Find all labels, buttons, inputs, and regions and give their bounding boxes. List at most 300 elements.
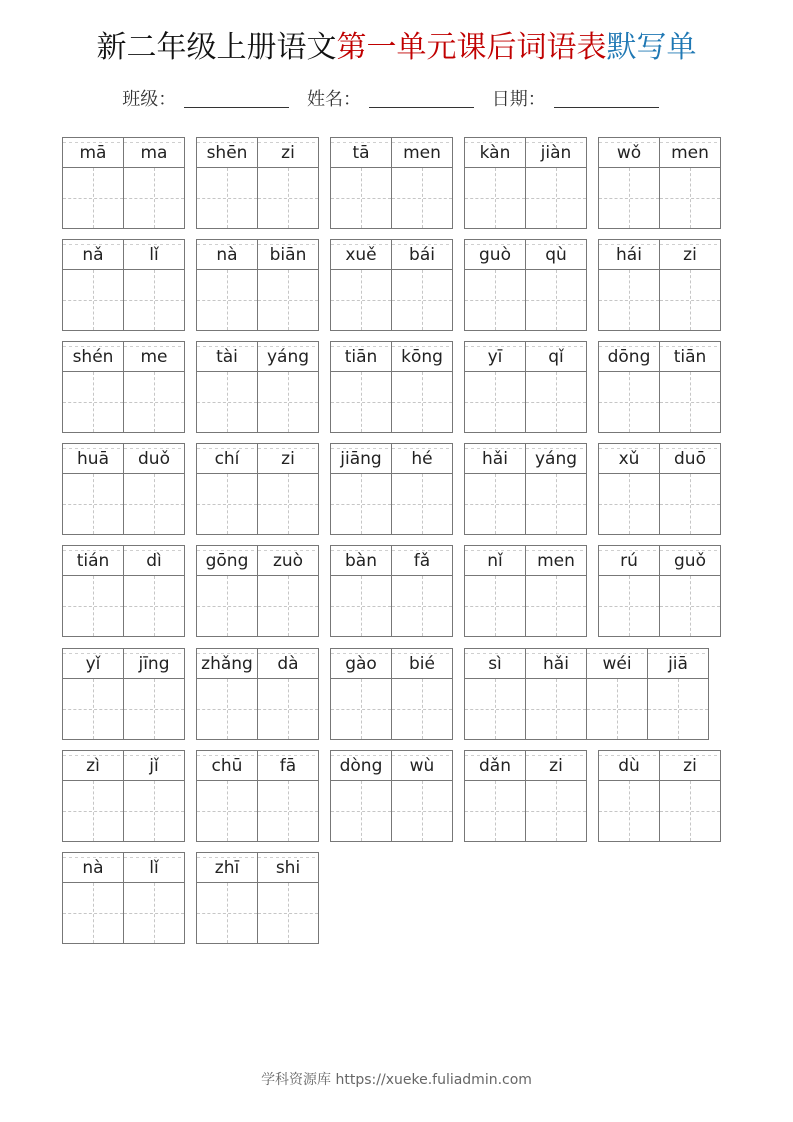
writing-box[interactable] [391, 678, 453, 740]
pinyin-label: zuò [257, 545, 319, 575]
writing-box[interactable] [196, 678, 257, 740]
pinyin-label: jiā [647, 648, 709, 678]
pinyin-label: mā [62, 137, 123, 167]
pinyin-label: chí [196, 443, 257, 473]
pinyin-label: zhī [196, 852, 257, 882]
guide-line-horizontal [197, 300, 257, 301]
guide-line-horizontal [660, 811, 720, 812]
character-cell [257, 443, 318, 535]
writing-box[interactable] [330, 167, 391, 229]
guide-line-horizontal [197, 709, 257, 710]
pinyin-label: dù [598, 750, 659, 780]
writing-box[interactable] [123, 371, 185, 433]
character-cell [598, 750, 659, 842]
guide-line-horizontal [465, 504, 525, 505]
writing-box[interactable] [391, 575, 453, 637]
character-cell [586, 648, 647, 740]
pinyin-label: bié [391, 648, 453, 678]
writing-box[interactable] [257, 473, 319, 535]
pinyin-label: tā [330, 137, 391, 167]
character-cell [196, 750, 257, 842]
pinyin-label: biān [257, 239, 319, 269]
writing-box[interactable] [525, 575, 587, 637]
date-label: 日期： [491, 89, 546, 110]
writing-box[interactable] [123, 269, 185, 331]
guide-line-horizontal [124, 300, 184, 301]
writing-box[interactable] [257, 678, 319, 740]
pinyin-label: fā [257, 750, 319, 780]
character-cell [196, 648, 257, 740]
writing-box[interactable] [257, 371, 319, 433]
pinyin-label: dōng [598, 341, 659, 371]
pinyin-label: tiān [659, 341, 721, 371]
character-cell [257, 137, 318, 229]
guide-line-horizontal [660, 198, 720, 199]
guide-line-horizontal [258, 300, 318, 301]
guide-line-horizontal [63, 402, 123, 403]
writing-box[interactable] [659, 269, 721, 331]
writing-box[interactable] [586, 678, 647, 740]
pinyin-label: zi [257, 137, 319, 167]
character-cell [196, 341, 257, 433]
writing-box[interactable] [196, 780, 257, 842]
writing-box[interactable] [647, 678, 709, 740]
character-cell [330, 545, 391, 637]
character-cell [196, 545, 257, 637]
character-cell [659, 137, 720, 229]
character-cell [659, 545, 720, 637]
character-cell [123, 137, 184, 229]
character-cell [391, 648, 452, 740]
writing-box[interactable] [62, 371, 123, 433]
guide-line-horizontal [197, 811, 257, 812]
character-cell [525, 341, 586, 433]
character-cell [330, 341, 391, 433]
writing-box[interactable] [659, 780, 721, 842]
character-cell [598, 443, 659, 535]
guide-line-horizontal [331, 402, 391, 403]
character-cell [62, 341, 123, 433]
guide-line-horizontal [599, 300, 659, 301]
writing-box[interactable] [123, 167, 185, 229]
character-cell [598, 545, 659, 637]
character-cell [391, 239, 452, 331]
guide-line-horizontal [465, 198, 525, 199]
character-cell [330, 648, 391, 740]
writing-box[interactable] [123, 882, 185, 944]
writing-box[interactable] [196, 882, 257, 944]
writing-box[interactable] [464, 371, 525, 433]
pinyin-label: shén [62, 341, 123, 371]
character-cell [464, 137, 525, 229]
guide-line-horizontal [63, 811, 123, 812]
guide-line-horizontal [63, 504, 123, 505]
pinyin-label: dòng [330, 750, 391, 780]
guide-line-horizontal [526, 606, 586, 607]
writing-box[interactable] [464, 575, 525, 637]
guide-line-horizontal [587, 709, 647, 710]
pinyin-label: nà [196, 239, 257, 269]
writing-box[interactable] [257, 575, 319, 637]
writing-box[interactable] [598, 473, 659, 535]
character-cell [525, 137, 586, 229]
pinyin-label: dì [123, 545, 185, 575]
writing-box[interactable] [123, 575, 185, 637]
pinyin-label: jiāng [330, 443, 391, 473]
guide-line-horizontal [599, 606, 659, 607]
pinyin-label: yǐ [62, 648, 123, 678]
writing-box[interactable] [598, 167, 659, 229]
guide-line-horizontal [392, 198, 452, 199]
pinyin-label: hé [391, 443, 453, 473]
writing-box[interactable] [525, 269, 587, 331]
guide-line-horizontal [197, 913, 257, 914]
guide-line-horizontal [465, 709, 525, 710]
character-cell [62, 750, 123, 842]
pinyin-label: tài [196, 341, 257, 371]
pinyin-label: kàn [464, 137, 525, 167]
character-cell [257, 341, 318, 433]
character-cell [62, 239, 123, 331]
character-cell [62, 852, 123, 944]
writing-box[interactable] [464, 473, 525, 535]
writing-box[interactable] [525, 473, 587, 535]
guide-line-horizontal [599, 198, 659, 199]
character-cell [123, 852, 184, 944]
writing-box[interactable] [257, 882, 319, 944]
character-cell [196, 443, 257, 535]
title-part-grade: 新二年级上册语文 [96, 30, 337, 65]
pinyin-label: yáng [257, 341, 319, 371]
writing-box[interactable] [123, 780, 185, 842]
pinyin-label: lǐ [123, 852, 185, 882]
guide-line-horizontal [331, 811, 391, 812]
guide-line-horizontal [331, 504, 391, 505]
character-cell [123, 341, 184, 433]
writing-box[interactable] [391, 371, 453, 433]
guide-line-horizontal [526, 402, 586, 403]
pinyin-label: dà [257, 648, 319, 678]
writing-box[interactable] [598, 575, 659, 637]
guide-line-horizontal [124, 709, 184, 710]
writing-box[interactable] [62, 575, 123, 637]
writing-box[interactable] [196, 575, 257, 637]
character-cell [62, 545, 123, 637]
pinyin-label: men [391, 137, 453, 167]
pinyin-label: gōng [196, 545, 257, 575]
guide-line-horizontal [392, 709, 452, 710]
writing-box[interactable] [330, 780, 391, 842]
writing-box[interactable] [62, 269, 123, 331]
pinyin-label: jiàn [525, 137, 587, 167]
character-cell [598, 239, 659, 331]
writing-box[interactable] [598, 780, 659, 842]
writing-box[interactable] [391, 473, 453, 535]
character-cell [196, 852, 257, 944]
guide-line-horizontal [526, 300, 586, 301]
pinyin-label: jǐ [123, 750, 185, 780]
writing-box[interactable] [464, 167, 525, 229]
writing-box[interactable] [257, 167, 319, 229]
pinyin-label: zi [659, 750, 721, 780]
character-cell [647, 648, 708, 740]
guide-line-horizontal [258, 504, 318, 505]
writing-box[interactable] [257, 269, 319, 331]
pinyin-label: hǎi [464, 443, 525, 473]
character-cell [330, 137, 391, 229]
name-label: 姓名： [307, 89, 361, 110]
guide-line-horizontal [660, 300, 720, 301]
writing-box[interactable] [330, 269, 391, 331]
pinyin-label: nà [62, 852, 123, 882]
character-cell [391, 341, 452, 433]
guide-line-horizontal [258, 709, 318, 710]
writing-box[interactable] [123, 678, 185, 740]
guide-line-horizontal [392, 504, 452, 505]
guide-line-horizontal [392, 811, 452, 812]
pinyin-label: qù [525, 239, 587, 269]
writing-box[interactable] [525, 167, 587, 229]
guide-line-horizontal [197, 504, 257, 505]
guide-line-horizontal [331, 300, 391, 301]
character-cell [257, 545, 318, 637]
writing-box[interactable] [598, 371, 659, 433]
pinyin-label: men [659, 137, 721, 167]
writing-box[interactable] [525, 371, 587, 433]
character-cell [391, 750, 452, 842]
guide-line-horizontal [124, 402, 184, 403]
pinyin-label: hái [598, 239, 659, 269]
guide-line-horizontal [599, 811, 659, 812]
character-cell [525, 750, 586, 842]
guide-line-horizontal [63, 913, 123, 914]
title-part-sheet: 默写单 [606, 30, 697, 65]
pinyin-label: yī [464, 341, 525, 371]
writing-box[interactable] [196, 167, 257, 229]
guide-line-horizontal [258, 913, 318, 914]
guide-line-horizontal [660, 606, 720, 607]
character-cell [659, 750, 720, 842]
pinyin-label: nǎ [62, 239, 123, 269]
writing-box[interactable] [464, 269, 525, 331]
character-cell [257, 648, 318, 740]
character-cell [257, 239, 318, 331]
character-cell [257, 852, 318, 944]
guide-line-horizontal [648, 709, 708, 710]
guide-line-horizontal [63, 606, 123, 607]
pinyin-label: qǐ [525, 341, 587, 371]
character-cell [391, 137, 452, 229]
class-label: 班级： [122, 89, 177, 110]
pinyin-label: guò [464, 239, 525, 269]
character-cell [659, 443, 720, 535]
pinyin-label: zi [659, 239, 721, 269]
guide-line-horizontal [465, 811, 525, 812]
pinyin-label: men [525, 545, 587, 575]
guide-line-horizontal [526, 709, 586, 710]
pinyin-label: bàn [330, 545, 391, 575]
writing-box[interactable] [391, 269, 453, 331]
guide-line-horizontal [124, 504, 184, 505]
character-cell [330, 239, 391, 331]
character-cell [123, 239, 184, 331]
writing-box[interactable] [464, 678, 525, 740]
guide-line-horizontal [599, 402, 659, 403]
pinyin-label: huā [62, 443, 123, 473]
character-cell [123, 648, 184, 740]
writing-box[interactable] [330, 473, 391, 535]
character-cell [659, 239, 720, 331]
character-cell [62, 648, 123, 740]
writing-box[interactable] [525, 780, 587, 842]
writing-box[interactable] [62, 780, 123, 842]
writing-box[interactable] [659, 575, 721, 637]
character-cell [464, 648, 525, 740]
guide-line-horizontal [392, 402, 452, 403]
pinyin-label: duō [659, 443, 721, 473]
character-cell [62, 443, 123, 535]
guide-line-horizontal [392, 606, 452, 607]
pinyin-label: yáng [525, 443, 587, 473]
character-cell [659, 341, 720, 433]
pinyin-label: ma [123, 137, 185, 167]
writing-box[interactable] [62, 167, 123, 229]
guide-line-horizontal [63, 198, 123, 199]
character-cell [525, 443, 586, 535]
pinyin-label: chū [196, 750, 257, 780]
writing-box[interactable] [123, 473, 185, 535]
pinyin-label: wéi [586, 648, 647, 678]
guide-line-horizontal [526, 504, 586, 505]
character-cell [330, 750, 391, 842]
writing-box[interactable] [659, 473, 721, 535]
writing-box[interactable] [330, 575, 391, 637]
pinyin-label: wǒ [598, 137, 659, 167]
pinyin-label: me [123, 341, 185, 371]
guide-line-horizontal [197, 606, 257, 607]
pinyin-label: nǐ [464, 545, 525, 575]
character-cell [391, 443, 452, 535]
pinyin-label: sì [464, 648, 525, 678]
writing-box[interactable] [196, 269, 257, 331]
character-cell [525, 545, 586, 637]
character-cell [464, 443, 525, 535]
guide-line-horizontal [465, 300, 525, 301]
pinyin-label: bái [391, 239, 453, 269]
pinyin-label: guǒ [659, 545, 721, 575]
guide-line-horizontal [258, 811, 318, 812]
guide-line-horizontal [331, 709, 391, 710]
character-cell [525, 648, 586, 740]
character-cell [62, 137, 123, 229]
guide-line-horizontal [465, 606, 525, 607]
guide-line-horizontal [392, 300, 452, 301]
title-part-unit: 第一单元课后词语表 [336, 30, 607, 65]
character-cell [330, 443, 391, 535]
writing-box[interactable] [464, 780, 525, 842]
character-cell [123, 750, 184, 842]
guide-line-horizontal [258, 606, 318, 607]
pinyin-label: zi [257, 443, 319, 473]
character-cell [598, 341, 659, 433]
pinyin-label: kōng [391, 341, 453, 371]
writing-box[interactable] [391, 167, 453, 229]
guide-line-horizontal [660, 402, 720, 403]
pinyin-label: fǎ [391, 545, 453, 575]
pinyin-label: zì [62, 750, 123, 780]
writing-box[interactable] [196, 473, 257, 535]
pinyin-label: xǔ [598, 443, 659, 473]
guide-line-horizontal [258, 198, 318, 199]
writing-box[interactable] [598, 269, 659, 331]
character-cell [123, 443, 184, 535]
guide-line-horizontal [124, 811, 184, 812]
guide-line-horizontal [331, 198, 391, 199]
pinyin-label: wù [391, 750, 453, 780]
pinyin-label: rú [598, 545, 659, 575]
character-cell [123, 545, 184, 637]
writing-box[interactable] [62, 882, 123, 944]
writing-box[interactable] [330, 678, 391, 740]
pinyin-label: gào [330, 648, 391, 678]
character-cell [464, 239, 525, 331]
writing-box[interactable] [62, 473, 123, 535]
character-cell [464, 341, 525, 433]
pinyin-label: duǒ [123, 443, 185, 473]
character-cell [464, 750, 525, 842]
guide-line-horizontal [526, 198, 586, 199]
writing-box[interactable] [62, 678, 123, 740]
pinyin-label: jīng [123, 648, 185, 678]
pinyin-label: lǐ [123, 239, 185, 269]
pinyin-label: shi [257, 852, 319, 882]
guide-line-horizontal [526, 811, 586, 812]
pinyin-label: xuě [330, 239, 391, 269]
writing-box[interactable] [391, 780, 453, 842]
guide-line-horizontal [124, 198, 184, 199]
guide-line-horizontal [331, 606, 391, 607]
writing-box[interactable] [659, 371, 721, 433]
pinyin-label: dǎn [464, 750, 525, 780]
guide-line-horizontal [465, 402, 525, 403]
pinyin-label: tián [62, 545, 123, 575]
pinyin-label: hǎi [525, 648, 586, 678]
writing-box[interactable] [659, 167, 721, 229]
character-cell [464, 545, 525, 637]
pinyin-label: tiān [330, 341, 391, 371]
pinyin-label: zi [525, 750, 587, 780]
guide-line-horizontal [197, 198, 257, 199]
guide-line-horizontal [258, 402, 318, 403]
character-cell [257, 750, 318, 842]
writing-box[interactable] [257, 780, 319, 842]
character-cell [196, 239, 257, 331]
pinyin-label: shēn [196, 137, 257, 167]
writing-box[interactable] [330, 371, 391, 433]
guide-line-horizontal [124, 913, 184, 914]
guide-line-horizontal [63, 300, 123, 301]
guide-line-horizontal [124, 606, 184, 607]
writing-box[interactable] [525, 678, 586, 740]
character-cell [525, 239, 586, 331]
writing-box[interactable] [196, 371, 257, 433]
character-cell [196, 137, 257, 229]
guide-line-horizontal [197, 402, 257, 403]
guide-line-horizontal [660, 504, 720, 505]
character-cell [598, 137, 659, 229]
guide-line-horizontal [599, 504, 659, 505]
pinyin-label: zhǎng [196, 648, 257, 678]
